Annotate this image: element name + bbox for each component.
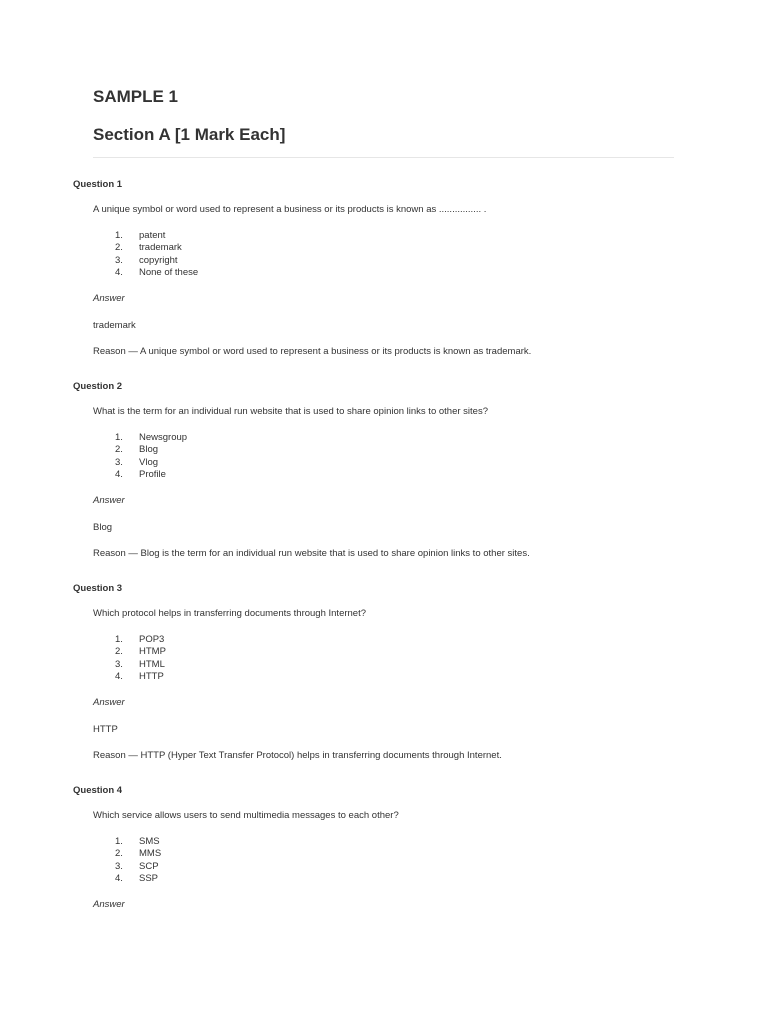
option-number: 1. (115, 230, 123, 241)
option-text: HTMP (139, 646, 166, 658)
option-number: 2. (115, 848, 123, 860)
options-list (115, 634, 166, 683)
option-number: 3. (115, 860, 123, 872)
option-text: Newsgroup (139, 432, 188, 443)
option-item (115, 659, 166, 671)
option-number: 4. (115, 468, 123, 480)
option-item (115, 457, 187, 469)
divider (93, 157, 674, 158)
option-text: Blog (139, 444, 159, 456)
option-item (115, 634, 166, 646)
option-number: 1. (115, 836, 123, 847)
question-text: Which service allows users to send multimedia messages to each other? (93, 810, 399, 821)
answer-label: Answer (93, 293, 125, 304)
answer-value: HTTP (93, 724, 118, 735)
option-number: 4. (115, 670, 123, 682)
option-item (115, 432, 187, 444)
answer-reason: Reason — Blog is the term for an individual run website that is used to share opinion links to other sites. (93, 548, 530, 559)
option-number: 2. (115, 646, 123, 658)
option-item (115, 848, 161, 860)
answer-label: Answer (93, 495, 125, 506)
question-text: What is the term for an individual run website that is used to share opinion links to other sites? (93, 406, 488, 417)
option-text: HTTP (139, 670, 164, 682)
option-text: MMS (139, 848, 162, 860)
option-number: 2. (115, 242, 123, 254)
option-text: Vlog (139, 456, 159, 468)
question-label: Question 1 (73, 179, 123, 190)
options-list (115, 230, 198, 279)
question-label: Question 3 (73, 583, 123, 594)
option-item (115, 444, 187, 456)
options-list (115, 432, 187, 481)
option-item (115, 646, 166, 658)
question-text: A unique symbol or word used to represent a business or its products is known as ................ . (93, 204, 487, 215)
option-item (115, 267, 198, 279)
option-number: 1. (115, 634, 123, 645)
option-text: POP3 (139, 634, 165, 645)
answer-reason: Reason — HTTP (Hyper Text Transfer Protocol) helps in transferring documents through Internet. (93, 750, 502, 761)
option-number: 1. (115, 432, 123, 443)
option-text: SCP (139, 860, 159, 872)
page-title: SAMPLE 1 (93, 87, 179, 106)
option-number: 3. (115, 456, 123, 468)
section-heading: Section A [1 Mark Each] (93, 125, 286, 144)
option-item (115, 242, 198, 254)
option-text: SMS (139, 836, 160, 847)
option-number: 3. (115, 658, 123, 670)
option-number: 2. (115, 444, 123, 456)
answer-label: Answer (93, 697, 125, 708)
answer-value: trademark (93, 320, 136, 331)
option-text: None of these (139, 266, 199, 278)
option-text: Profile (139, 468, 166, 480)
option-item (115, 255, 198, 267)
option-item (115, 861, 161, 873)
option-text: HTML (139, 658, 165, 670)
answer-value: Blog (93, 522, 113, 533)
option-item (115, 836, 161, 848)
option-item (115, 873, 161, 885)
option-number: 3. (115, 254, 123, 266)
option-text: SSP (139, 872, 159, 884)
option-item (115, 469, 187, 481)
question-label: Question 4 (73, 785, 123, 796)
option-number: 4. (115, 266, 123, 278)
option-item (115, 671, 166, 683)
option-text: trademark (139, 242, 182, 254)
option-item (115, 230, 198, 242)
options-list (115, 836, 161, 885)
question-label: Question 2 (73, 381, 123, 392)
option-text: copyright (139, 254, 178, 266)
answer-label: Answer (93, 899, 125, 910)
answer-reason: Reason — A unique symbol or word used to represent a business or its products is known as trademark. (93, 346, 532, 357)
option-text: patent (139, 230, 166, 241)
option-number: 4. (115, 872, 123, 884)
question-text: Which protocol helps in transferring documents through Internet? (93, 608, 367, 619)
